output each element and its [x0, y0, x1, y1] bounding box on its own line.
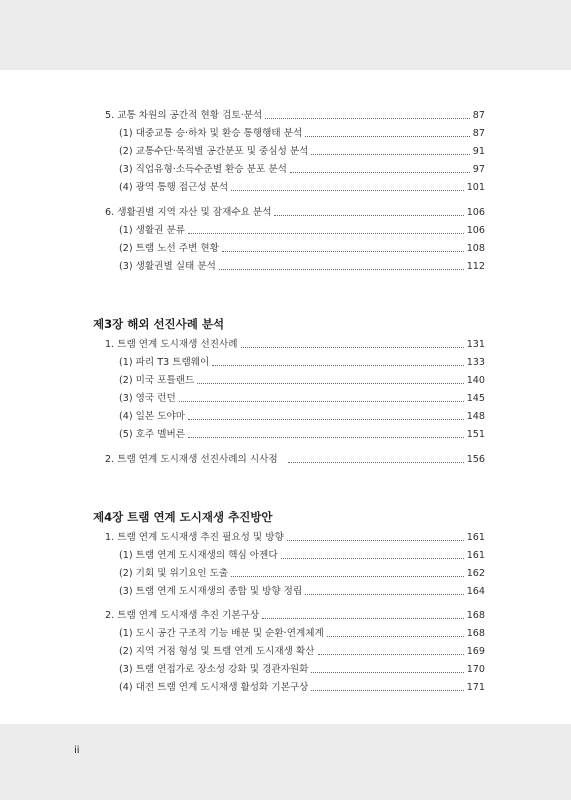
toc-item[interactable]: (4) 일본 도야마 148: [119, 411, 485, 422]
toc-item[interactable]: (1) 생활권 분류 106: [119, 225, 485, 236]
toc-item[interactable]: (3) 트램 연계 도시재생의 종합 및 방향 정립 164: [119, 586, 485, 597]
chapter-title: 제4장 트램 연계 도시재생 추진방안: [93, 510, 273, 524]
toc-item[interactable]: (5) 호주 멜버른 151: [119, 429, 485, 440]
toc-item[interactable]: (1) 파리 T3 트램웨이 133: [119, 357, 485, 368]
toc-item[interactable]: (3) 직업유형·소득수준별 환승 분포 분석 97: [119, 164, 485, 175]
toc-section[interactable]: 1. 트램 연계 도시재생 추진 필요성 및 방향 161: [105, 532, 485, 543]
toc-item[interactable]: (1) 도시 공간 구조적 기능 배분 및 순환·연계체계 168: [119, 628, 485, 639]
page-number: ii: [74, 745, 80, 756]
toc-item[interactable]: (3) 트램 연접가로 장소성 강화 및 경관자원화 170: [119, 664, 485, 675]
toc-item[interactable]: (3) 영국 런던 145: [119, 393, 485, 404]
toc-section[interactable]: 2. 트램 연계 도시재생 선진사례의 시사점 156: [105, 454, 485, 465]
toc-section[interactable]: 5. 교통 차원의 공간적 현황 검토·분석 87: [105, 110, 485, 121]
toc-item[interactable]: (3) 생활권별 실태 분석 112: [119, 261, 485, 272]
toc-section[interactable]: 6. 생활권별 지역 자산 및 잠재수요 분석 106: [105, 207, 485, 218]
toc-item[interactable]: (4) 대전 트램 연계 도시재생 활성화 기본구상 171: [119, 682, 485, 693]
chapter-title: 제3장 해외 선진사례 분석: [93, 317, 225, 331]
toc-item[interactable]: (1) 대중교통 승·하차 및 환승 통행행태 분석 87: [119, 128, 485, 139]
toc-item[interactable]: (2) 트램 노선 주변 현황 108: [119, 243, 485, 254]
toc-item[interactable]: (1) 트램 연계 도시재생의 핵심 아젠다 161: [119, 550, 485, 561]
toc-item[interactable]: (2) 미국 포틀랜드 140: [119, 375, 485, 386]
toc-item[interactable]: (2) 교통수단·목적별 공간분포 및 중심성 분석 91: [119, 146, 485, 157]
toc-section[interactable]: 1. 트램 연계 도시재생 선진사례 131: [105, 339, 485, 350]
toc-item[interactable]: (2) 기회 및 위기요인 도출 162: [119, 568, 485, 579]
header-band: [0, 0, 571, 70]
toc-section[interactable]: 2. 트램 연계 도시재생 추진 기본구상 168: [105, 610, 485, 621]
footer-band: [0, 724, 571, 800]
toc-item[interactable]: (2) 지역 거점 형성 및 트램 연계 도시재생 확산 169: [119, 646, 485, 657]
toc-item[interactable]: (4) 광역 통행 접근성 분석 101: [119, 182, 485, 193]
